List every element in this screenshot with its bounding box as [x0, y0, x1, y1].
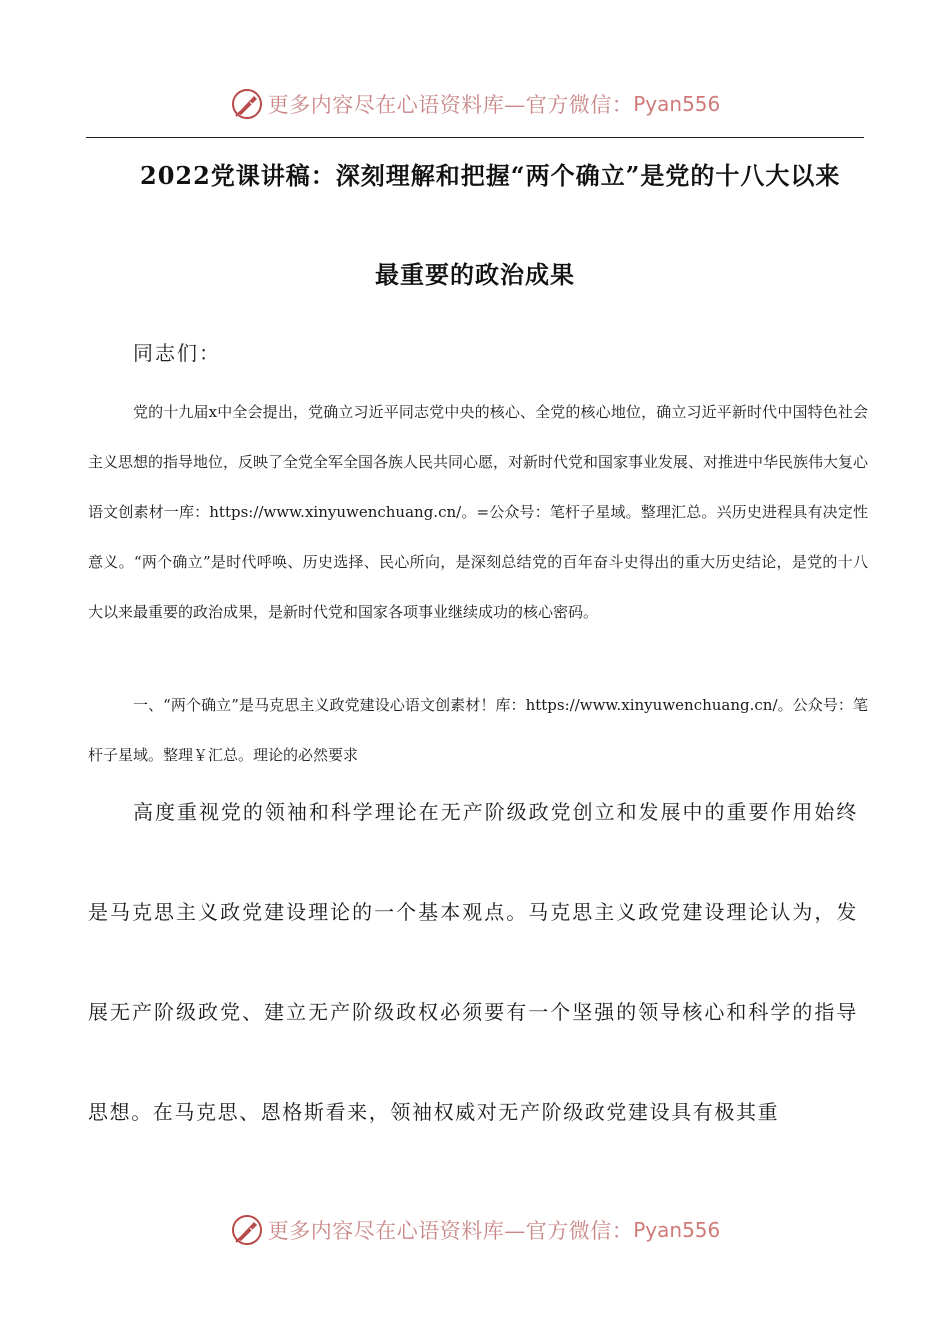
banner-wechat-id: Pyan556 — [633, 1218, 721, 1242]
header-divider — [86, 137, 864, 138]
paragraph-intro: 党的十九届x中全会提出，党确立习近平同志党中央的核心、全党的核心地位，确立习近平新时代中国特色社会主义思想的指导地位，反映了全党全军全国各族人民共同心愿，对新时代党和国家事业发展、对推进中华民族伟大复心语文创素材一库：https://www.xinyuwenchuang.cn/。=公众号：笔杆子星域。整理汇总。兴历史进程具有决定性意义。“两个确立”是时代呼唤、历史选择、民心所向，是深刻总结党的百年奋斗史得出的重大历史结论，是党的十八大以来最重要的政治成果，是新时代党和国家各项事业继续成功的核心密码。 — [88, 403, 869, 621]
header-banner — [0, 84, 950, 124]
section-heading-1: 一、“两个确立”是马克思主义政党建设心语文创素材！库：https://www.xinyuwenchuang.cn/。公众号：笔杆子星域。整理￥汇总。理论的必然要求 — [88, 696, 868, 764]
quill-logo-icon — [230, 1213, 264, 1247]
greeting: 同志们： — [133, 341, 221, 365]
banner-wechat-id: Pyan556 — [633, 92, 721, 116]
banner-text: 更多内容尽在心语资料库—官方微信： — [267, 1219, 634, 1243]
paragraph-body: 高度重视党的领袖和科学理论在无产阶级政党创立和发展中的重要作用始终是马克思主义政党建设理论的一个基本观点。马克思主义政党建设理论认为，发展无产阶级政党、建立无产阶级政权必须要有一个坚强的领导核心和科学的指导思想。在马克思、恩格斯看来，领袖权威对无产阶级政党建设具有极其重 — [88, 800, 858, 1124]
document-title-line1: 2022党课讲稿：深刻理解和把握“两个确立”是党的十八大以来 — [140, 161, 841, 190]
banner-text: 更多内容尽在心语资料库—官方微信： — [267, 93, 634, 117]
document-title-line2: 最重要的政治成果 — [375, 260, 575, 289]
footer-banner — [0, 1210, 950, 1250]
quill-logo-icon — [230, 87, 264, 121]
